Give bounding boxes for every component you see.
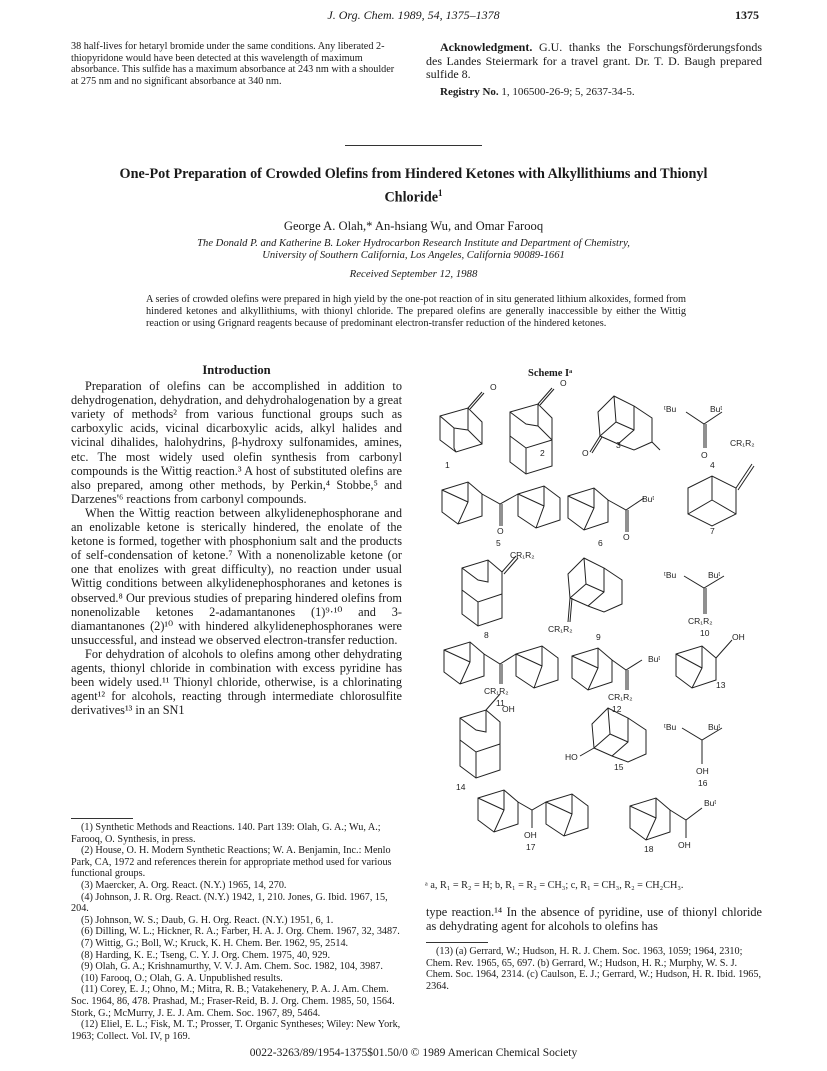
group-tbu-left: ᵗBu <box>664 404 677 414</box>
compound-label: 18 <box>644 844 654 854</box>
footnotes <box>71 822 402 1042</box>
page-footer: 0022-3263/89/1954-1375$01.50/0 © 1989 American Chemical Society <box>249 1047 578 1059</box>
compound-label: 6 <box>598 538 603 548</box>
footnote: (11) Corey, E. J.; Ohno, M.; Mitra, R. B.; Vatakehenery, P. A. J. Am. Chem. Soc. 1964, 86, 478. Prashad, M.; Fraser-Reid, B. J. Org. Chem. 1985, 50, 1564. Stork, G.; McMurry, J. E. J. Am. Chem. Soc. 1967, 89, 5464. <box>71 984 395 1019</box>
footnote: (1) Synthetic Methods and Reactions. 140. Part 139: Olah, G. A.; Wu, A.; Farooq, O. Synthesis, in press. <box>71 822 381 845</box>
footnote: (10) Farooq, O.; Olah, G. A. Unpublished results. <box>81 972 283 984</box>
introduction-column <box>71 363 402 717</box>
group-oh: OH <box>502 704 515 714</box>
group-cr1r2: CR₁R₂ <box>608 692 633 702</box>
compound-label: 16 <box>698 778 708 788</box>
group-tbu-right: Buᵗ <box>642 494 655 504</box>
acknowledgment-text: G.U. thanks the Forschungsförderungsfonds des Landes Steiermark for a travel grant. Dr. T. D. Baugh prepared sulfide 8. <box>426 40 763 82</box>
intro-paragraph-1: Preparation of olefins can be accomplished in addition to dehydrogenation, dehydration, and dehydrohalogenation by a great variety of methods² from various functional groups such as carboxylic acids, vicinal dicarboxylic acids, alkyl halides and vicinal dihalides, halohydrins, β-hydroxy sulfonamides, amines, etc. The most widely used olefin synthesis from carbonyl compounds is the Wittig reaction.³ A host of substituted olefins are also prepared, among other methods, by Perkin,⁴ Stobbe,⁵ and Darzenes'⁶ reactions from carbonyl compounds. <box>71 379 402 506</box>
compound-label: 15 <box>614 762 624 772</box>
affiliation-line-1: The Donald P. and Katherine B. Loker Hydrocarbon Research Institute and Department of Chemistry, <box>197 238 630 249</box>
scheme-labels <box>420 378 764 868</box>
compound-label: 5 <box>496 538 501 548</box>
registry-label: Registry No. <box>440 85 499 98</box>
right-footnotes <box>426 946 762 992</box>
group-oh: OH <box>678 840 691 850</box>
group-oxo: O <box>701 450 708 460</box>
compound-label: 2 <box>540 448 545 458</box>
group-tbu-left: ᵗBu <box>664 570 677 580</box>
group-ho: HO <box>565 752 578 762</box>
group-oh: OH <box>732 632 745 642</box>
carryover-paragraph: 38 half-lives for hetaryl bromide under the same conditions. Any liberated 2-thiopyridone would have been detected at this wavelength of maximum absorbance. This sulfide has a maximum absorbance at 243 nm with a shoulder at 275 nm and no significant absorbance at 340 nm. <box>71 41 395 87</box>
acknowledgment-label: Acknowledgment. <box>440 40 533 54</box>
group-tbu-right: Buᵗ <box>648 654 661 664</box>
group-oxo: O <box>490 382 497 392</box>
group-oh: OH <box>696 766 709 776</box>
intro-heading: Introduction <box>202 363 271 377</box>
footnote: (9) Olah, G. A.; Krishnamurthy, V. V. J. Am. Chem. Soc. 1982, 104, 3987. <box>81 961 383 973</box>
scheme-footnote: ᵃ a, R₁ = R₂ = H; b, R₁ = R₂ = CH₃; c, R₁ = CH₃, R₂ = CH₂CH₃. <box>425 880 684 891</box>
scheme-title: Scheme Iᵃ <box>528 368 573 379</box>
compound-label: 1 <box>445 460 450 470</box>
group-oxo: O <box>623 532 630 542</box>
compound-label: 12 <box>612 704 622 714</box>
compound-label: 7 <box>710 526 715 536</box>
section-rule <box>345 145 482 146</box>
footnote-rule <box>71 818 133 819</box>
group-cr1r2: CR₁R₂ <box>484 686 509 696</box>
group-cr1r2: CR₁R₂ <box>730 438 755 448</box>
footnote: (8) Harding, K. E.; Tseng, C. Y. J. Org. Chem. 1975, 40, 929. <box>81 949 331 961</box>
received-date: Received September 12, 1988 <box>349 268 478 280</box>
compound-label: 3 <box>616 440 621 450</box>
intro-paragraph-2: When the Wittig reaction between alkylidenephosphorane and an enolizable ketone is sterically hindered, the enolate of the ketone is formed, together with phosphonium salt and the products of self-condensation of ketone.⁷ With a nonenolizable ketone (or one that enolizes with great difficulty), no reaction under usual Wittig conditions between alkylidenephosphoranes and ketones is observed.⁸ Our previous studies of preparing hindered olefins from nonenolizable ketones 2-adamantanones (1)⁹·¹⁰ and 3-diamantanones (2)¹⁰ with hindered alkylidenephosphoranes were unsuccessful, and instead we observed electron-transfer reduction. <box>71 505 402 647</box>
article-title <box>100 165 727 207</box>
group-tbu-right: Buᵗ <box>708 722 721 732</box>
footnote: (7) Wittig, G.; Boll, W.; Kruck, K. H. Chem. Ber. 1962, 95, 2514. <box>81 937 349 949</box>
title-footnote-mark: 1 <box>438 187 443 198</box>
group-cr1r2: CR₁R₂ <box>688 616 713 626</box>
compound-label: 4 <box>710 460 715 470</box>
affiliation <box>100 238 727 263</box>
abstract: A series of crowded olefins were prepared in high yield by the one-pot reaction of in situ generated lithium alkoxides, formed from hindered ketones and alkyllithiums, with thionyl chloride. The prepared olefins are generally inaccessible by either the Wittig reaction or using Grignard reagents because of predominant electron-transfer reduction of the hindered ketones. <box>146 294 686 329</box>
footnote: (2) House, O. H. Modern Synthetic Reactions; W. A. Benjamin, Inc.: Menlo Park, CA, 1972 and references therein for appropriate method used for various functional groups. <box>71 845 392 880</box>
footnote: (13) (a) Gerrard, W.; Hudson, H. R. J. Chem. Soc. 1963, 1059; 1964, 2310; Chem. Rev. 1965, 65, 697. (b) Gerrard, W.; Hudson, H. R.; Murphy, W. S. J. Chem. Soc. 1964, 2314. (c) Caulson, E. J.; Gerrard, W.; Hudson, H. R. Ibid. 1965, 2364. <box>426 946 762 992</box>
group-oxo: O <box>582 448 589 458</box>
intro-paragraph-3: For dehydration of alcohols to olefins among other dehydrating agents, thionyl chloride in combination with excess pyridine has been widely used.¹¹ Thionyl chloride, otherwise, is a chlorinating agent¹² for alcohols, reacting through intermediate chlorosulfite derivatives¹³ in an SN1 <box>71 646 402 718</box>
group-tbu-left: ᵗBu <box>664 722 677 732</box>
group-tbu-right: Buᵗ <box>708 570 721 580</box>
footnote-rule <box>426 942 488 943</box>
page-number: 1375 <box>735 8 759 22</box>
compound-label: 17 <box>526 842 536 852</box>
right-column-text: type reaction.¹⁴ In the absence of pyridine, use of thionyl chloride as dehydrating agent for alcohols to olefins has <box>426 905 762 934</box>
group-oh: OH <box>524 830 537 840</box>
footnote: (5) Johnson, W. S.; Daub, G. H. Org. React. (N.Y.) 1951, 6, 1. <box>81 914 334 926</box>
registry-text: 1, 106500-26-9; 5, 2637-34-5. <box>501 85 635 98</box>
group-oxo: O <box>560 378 567 388</box>
author-list: George A. Olah,* An-hsiang Wu, and Omar Farooq <box>283 219 544 233</box>
compound-label: 10 <box>700 628 710 638</box>
journal-citation: J. Org. Chem. 1989, 54, 1375–1378 <box>327 8 500 22</box>
footnote: (4) Johnson, J. R. Org. React. (N.Y.) 1942, 1, 210. Jones, G. Ibid. 1967, 15, 204. <box>71 891 388 915</box>
footnote: (6) Dilling, W. L.; Hickner, R. A.; Farber, H. A. J. Org. Chem. 1967, 32, 3487. <box>81 926 400 938</box>
compound-label: 11 <box>496 698 505 708</box>
group-oxo: O <box>497 526 504 536</box>
acknowledgment-block <box>426 41 762 99</box>
footnote: (3) Maercker, A. Org. React. (N.Y.) 1965, 14, 270. <box>81 879 287 891</box>
group-cr1r2: CR₁R₂ <box>548 624 573 634</box>
group-cr1r2: CR₁R₂ <box>510 550 535 560</box>
compound-label: 13 <box>716 680 726 690</box>
group-tbu-right: Buᵗ <box>710 404 723 414</box>
affiliation-line-2: University of Southern California, Los Angeles, California 90089-1661 <box>262 250 565 262</box>
compound-label: 9 <box>596 632 601 642</box>
footnote: (12) Eliel, E. L.; Fisk, M. T.; Prosser, T. Organic Syntheses; Wiley: New York, 1963; Collect. Vol. IV, p 169. <box>71 1019 401 1042</box>
title-text: One-Pot Preparation of Crowded Olefins from Hindered Ketones with Alkyllithiums and Thionyl Chloride <box>119 166 708 206</box>
compound-label: 14 <box>456 782 466 792</box>
compound-label: 8 <box>484 630 489 640</box>
group-tbu-right: Buᵗ <box>704 798 717 808</box>
